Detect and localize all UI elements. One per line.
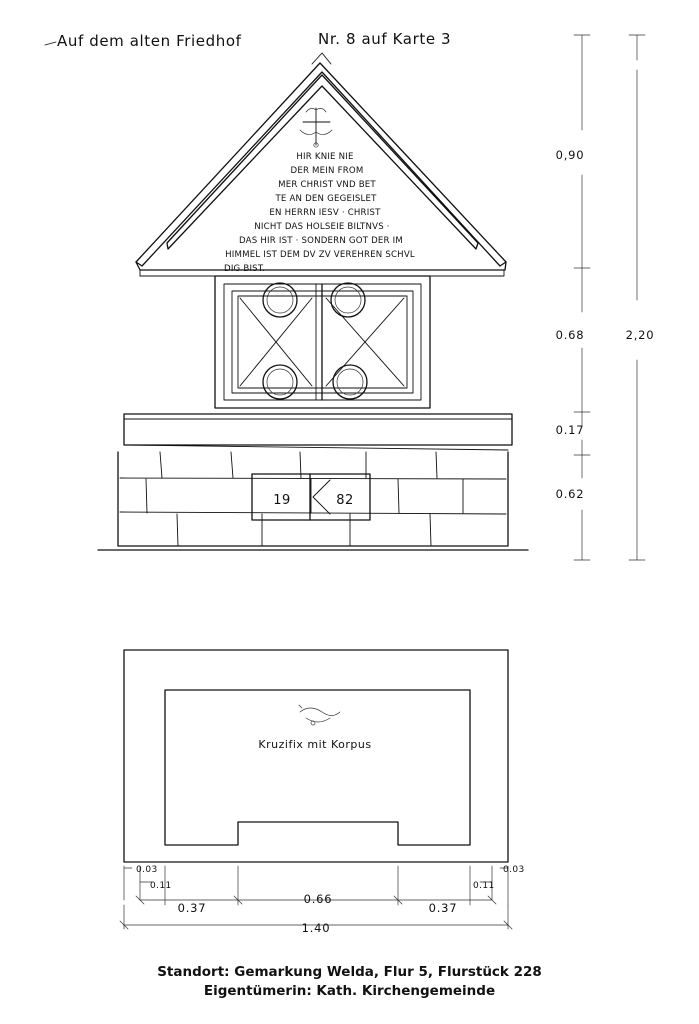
plan-label: Kruzifix mit Korpus <box>258 738 372 751</box>
inscription-line-3: MER CHRIST VND BET <box>278 180 376 190</box>
dim-gable-height: 0,90 <box>555 148 585 162</box>
inscription-line-6: NICHT DAS HOLSEIE BILTNVS · <box>254 222 390 232</box>
year-left: 19 <box>273 493 291 508</box>
dim-shaft-height: 0.68 <box>555 328 585 342</box>
dim-center: 0.66 <box>303 892 333 906</box>
inscription-line-7: DAS HIR IST · SONDERN GOT DER IM <box>239 236 403 246</box>
dim-right-outer: 0.03 <box>503 865 525 875</box>
inscription-line-2: DER MEIN FROM <box>290 166 364 176</box>
dim-right-wall: 0.11 <box>473 881 495 891</box>
inscription-line-5: EN HERRN IESV · CHRIST <box>269 208 381 218</box>
dim-plinth-band: 0.17 <box>555 423 585 437</box>
inscription-line-4: TE AN DEN GEGEISLET <box>275 194 377 204</box>
cross-symbol-gable <box>300 108 332 147</box>
dim-left-leg: 0.37 <box>177 901 207 915</box>
plan-view <box>124 650 508 862</box>
dim-total-width: 1.40 <box>301 921 331 935</box>
plan-dimension-chain <box>120 865 525 935</box>
sheet-title-main: Auf dem alten Friedhof <box>57 32 242 50</box>
sheet-title-reference: Nr. 8 auf Karte 3 <box>318 30 452 48</box>
cornice-band <box>124 414 512 450</box>
footer-block <box>0 963 699 1002</box>
dimension-lines-vertical <box>556 35 655 560</box>
dim-right-leg: 0.37 <box>428 901 458 915</box>
dim-left-outer: 0.03 <box>136 865 158 875</box>
stone-base <box>98 452 528 550</box>
dim-left-wall: 0.11 <box>150 881 172 891</box>
plan-cross-ornament <box>299 705 340 725</box>
dim-base-height: 0.62 <box>555 487 585 501</box>
gable-inscription <box>224 152 415 274</box>
inscription-line-8: HIMMEL IST DEM DV ZV VEREHREN SCHVL <box>225 250 415 260</box>
inscription-line-9: DIG BIST. <box>224 264 266 274</box>
dim-total-height: 2,20 <box>625 328 655 342</box>
footer-location: Standort: Gemarkung Welda, Flur 5, Flurstück 228 <box>157 963 542 980</box>
niche-frame <box>215 276 430 408</box>
sheet-title-group <box>45 30 451 50</box>
inscription-line-1: HIR KNIE NIE <box>296 152 354 162</box>
year-right: 82 <box>336 493 354 508</box>
footer-owner: Eigentümerin: Kath. Kirchengemeinde <box>203 983 496 1000</box>
